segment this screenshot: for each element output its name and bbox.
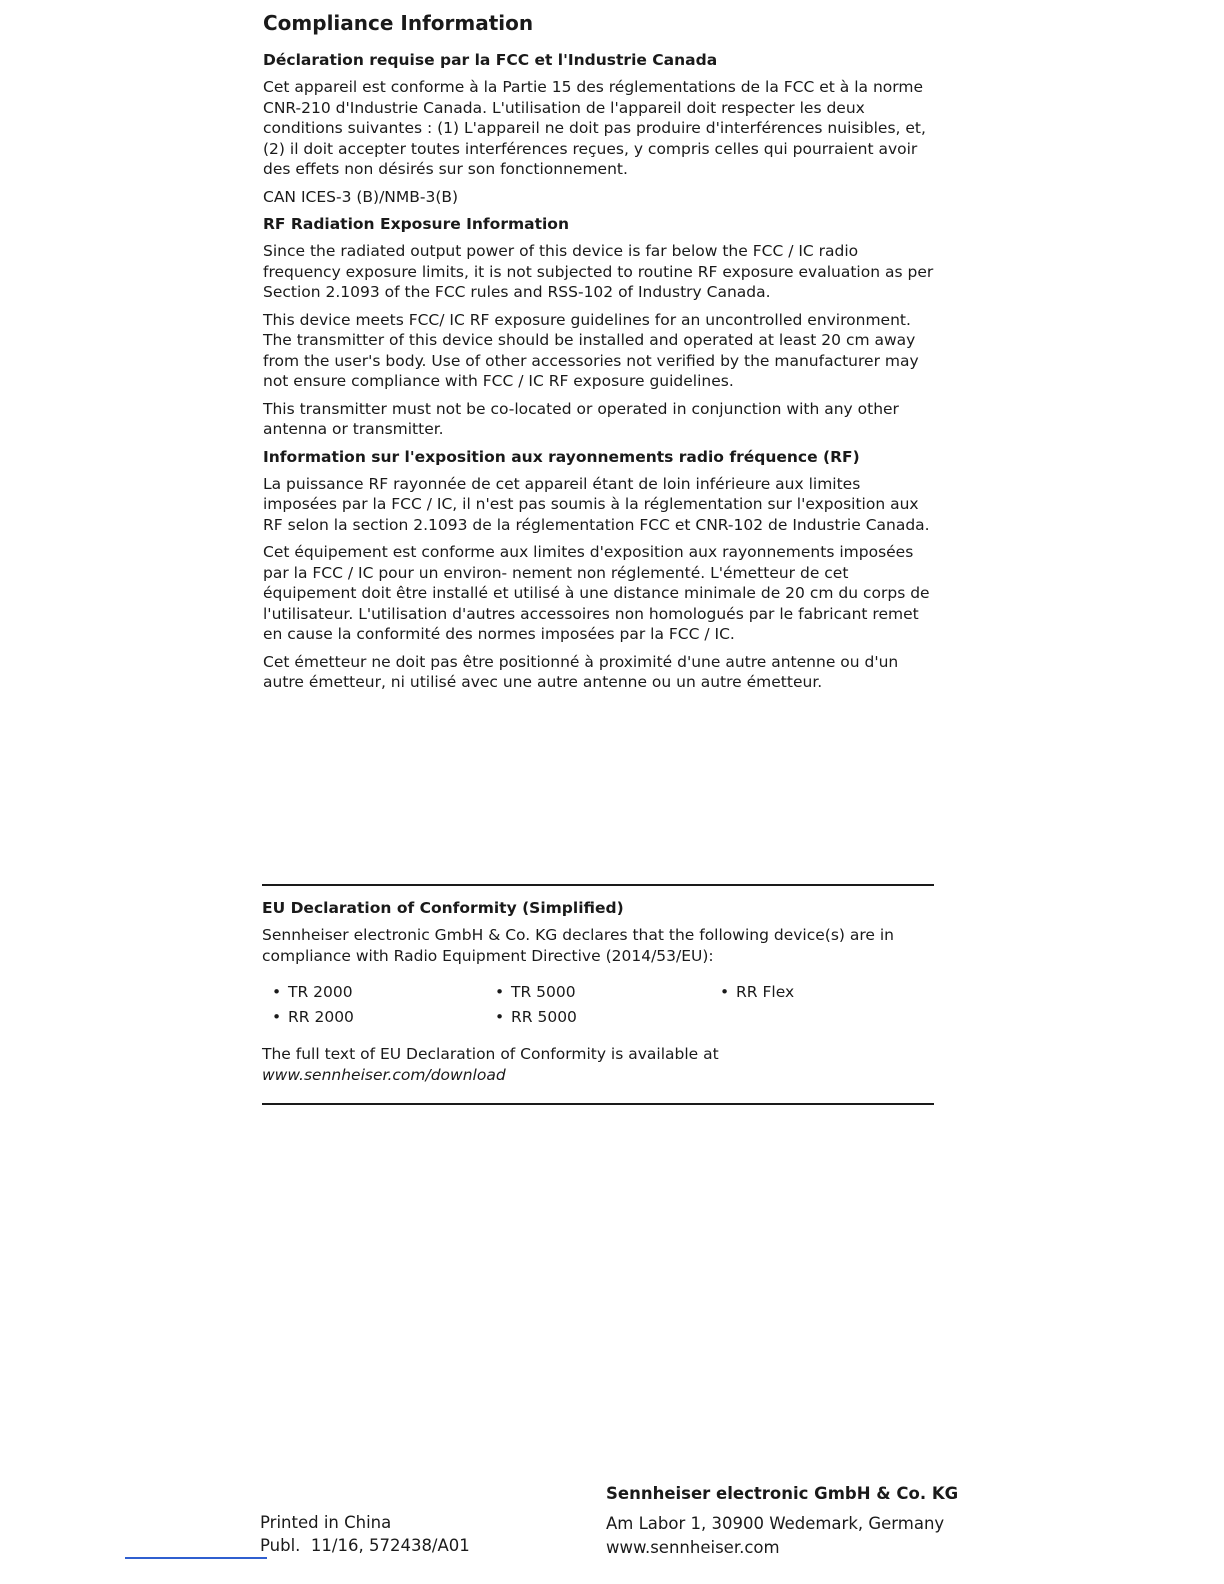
eu-fulltext-note: The full text of EU Declaration of Conformity is available at <box>262 1045 719 1063</box>
accent-line <box>125 1557 267 1559</box>
list-item <box>720 982 920 1003</box>
device-name: RR 2000 <box>288 1008 354 1026</box>
device-name: TR 5000 <box>511 983 576 1001</box>
rf-exposure-french-paragraph-2: Cet équipement est conforme aux limites d'exposition aux rayonnements imposées par la FCC / IC pour un environ- nement non réglementé. L'émetteur de cet équipement doit être installé et utilisé à une distance minimale de 20 cm du corps de l'utilisateur. L'utilisation d'autres accessoires non homologués par le fabricant remet en cause la conformité des normes imposées par la FCC / IC. <box>263 543 930 643</box>
rf-exposure-heading: RF Radiation Exposure Information <box>263 215 569 233</box>
list-item <box>495 1007 720 1028</box>
rf-exposure-french-paragraph-1: La puissance RF rayonnée de cet appareil étant de loin inférieure aux limites imposées par la FCC / IC, il n'est pas soumis à la réglementation sur l'exposition aux RF selon la section 2.1093 de la réglementation FCC et CNR-102 de Industrie Canada. <box>263 474 930 534</box>
eu-declaration-heading: EU Declaration of Conformity (Simplified) <box>262 899 624 917</box>
rf-exposure-french-paragraph-3: Cet émetteur ne doit pas être positionné à proximité d'une autre antenne ou d'un autre émetteur, ni utilisé avec une autre antenne ou un autre émetteur. <box>263 652 899 691</box>
page-title: Compliance Information <box>263 11 534 35</box>
bullet: • <box>495 983 505 1001</box>
eu-declaration-box <box>262 884 934 1105</box>
company-website[interactable]: www.sennheiser.com <box>606 1538 780 1557</box>
publication-number: Publ. 11/16, 572438/A01 <box>260 1536 470 1555</box>
rf-exposure-paragraph-2: This device meets FCC/ IC RF exposure guidelines for an uncontrolled environment. The transmitter of this device should be installed and operated at least 20 cm away from the user's body. Use of other accessories not verified by the manufacturer may not ensure compliance with FCC / IC RF exposure guidelines. <box>263 310 919 390</box>
fcc-ic-french-heading: Déclaration requise par la FCC et l'Industrie Canada <box>263 51 718 69</box>
list-item <box>272 982 495 1003</box>
list-item <box>495 982 720 1003</box>
rf-exposure-paragraph-3: This transmitter must not be co-located or operated in conjunction with any other antenna or transmitter. <box>263 399 899 438</box>
device-name: RR Flex <box>736 983 795 1001</box>
download-link[interactable]: www.sennheiser.com/download <box>262 1065 506 1084</box>
fcc-ic-french-body: Cet appareil est conforme à la Partie 15 des réglementations de la FCC et à la norme CNR-210 d'Industrie Canada. L'utilisation de l'appareil doit respecter les deux conditions suivantes : (1) L'appareil ne doit pas produire d'interférences nuisibles, et, (2) il doit accepter toutes interférences reçues, y compris celles qui pourraient avoir des effets non désirés sur son fonctionnement. <box>263 78 926 178</box>
divider-bottom <box>262 1103 934 1105</box>
bullet: • <box>272 983 282 1001</box>
ices-label: CAN ICES-3 (B)/NMB-3(B) <box>263 187 459 206</box>
footer-print-info <box>260 1511 470 1557</box>
footer-company-info <box>606 1482 958 1560</box>
device-name: TR 2000 <box>288 983 353 1001</box>
bullet: • <box>272 1008 282 1026</box>
device-name: RR 5000 <box>511 1008 577 1026</box>
rf-exposure-french-heading: Information sur l'exposition aux rayonnements radio fréquence (RF) <box>263 447 860 466</box>
eu-declaration-intro: Sennheiser electronic GmbH & Co. KG declares that the following device(s) are in compliance with Radio Equipment Directive (2014/53/EU): <box>262 926 894 965</box>
printed-in: Printed in China <box>260 1513 392 1532</box>
bullet: • <box>495 1008 505 1026</box>
compliance-column <box>263 10 935 700</box>
company-name: Sennheiser electronic GmbH & Co. KG <box>606 1484 959 1503</box>
rf-exposure-paragraph-1: Since the radiated output power of this device is far below the FCC / IC radio frequency exposure limits, it is not subjected to routine RF exposure evaluation as per Section 2.1093 of the FCC rules and RSS-102 of Industry Canada. <box>263 242 934 301</box>
list-item <box>272 1007 495 1028</box>
device-list <box>272 982 934 1028</box>
company-address: Am Labor 1, 30900 Wedemark, Germany <box>606 1514 945 1533</box>
bullet: • <box>720 983 730 1001</box>
